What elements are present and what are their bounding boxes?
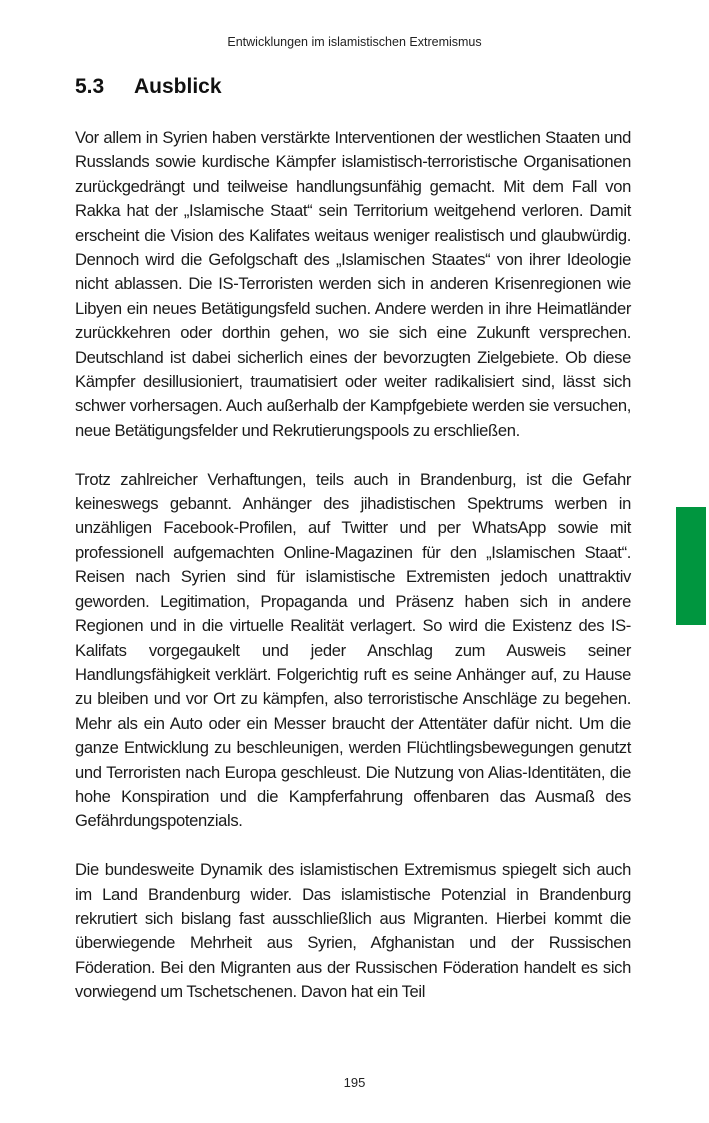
page-number: 195	[343, 1075, 366, 1090]
body-text	[75, 126, 631, 1005]
paragraph: Die bundesweite Dynamik des islamistischen Extremismus spiegelt sich auch im Land Brandenburg wider. Das islamistische Potenzial in Brandenburg rekrutiert sich bislang fast ausschließlich aus Migranten. Hierbei kommt die überwiegende Mehrheit aus Syrien, Afghanistan und der Russischen Föderation. Bei den Migranten aus der Russischen Föderation handelt es sich vorwiegend um Tschetschenen. Davon hat ein Teil	[75, 860, 631, 1002]
section-title: Ausblick	[134, 75, 222, 98]
chapter-tab-marker	[676, 507, 706, 625]
section-heading	[75, 75, 222, 99]
paragraph: Vor allem in Syrien haben verstärkte Interventionen der westlichen Staaten und Russlands sowie kurdische Kämpfer islamistisch-terroristische Organisationen zurückgedrängt und teilweise handlungsunfähig gemacht. Mit dem Fall von Rakka hat der „Islamische Staat“ sein Territorium weitgehend verloren. Damit erscheint die Vision des Kalifates weitaus weniger realistisch und glaubwürdig. Dennoch wird die Gefolgschaft des „Islamischen Staates“ von ihrer Ideologie nicht ablassen. Die IS-Terroristen werden sich in anderen Krisenregionen wie Libyen ein neues Betätigungsfeld suchen. Andere werden in ihre Heimatländer zurückkehren oder dorthin gehen, wo sie sich eine Zukunft versprechen. Deutschland ist dabei sicherlich eines der bevorzugten Zielgebiete. Ob diese Kämpfer desillusioniert, traumatisiert oder weiter radikalisiert sind, lässt sich schwer vorhersagen. Auch außerhalb der Kampfgebiete werden sie versuchen, neue Betätigungsfelder und Rekrutierungspools zu erschließen.	[75, 128, 631, 440]
paragraph: Trotz zahlreicher Verhaftungen, teils auch in Brandenburg, ist die Gefahr keineswegs gebannt. Anhänger des jihadistischen Spektrums werben in unzähligen Facebook-Profilen, auf Twitter und per WhatsApp sowie mit professionell aufgemachten Online-Magazinen für den „Islamischen Staat“. Reisen nach Syrien sind für islamistische Extremisten jedoch unattraktiv geworden. Legitimation, Propaganda und Präsenz haben sich in andere Regionen und in die virtuelle Realität verlagert. So wird die Existenz des IS-Kalifats vorgegaukelt und jeder Anschlag zum Ausweis seiner Handlungsfähigkeit verklärt. Folgerichtig ruft es seine Anhänger auf, zu Hause zu bleiben und vor Ort zu kämpfen, also terroristische Anschläge zu begehen. Mehr als ein Auto oder ein Messer braucht der Attentäter dafür nicht. Um die ganze Entwicklung zu beschleunigen, werden Flüchtlingsbewegungen genutzt und Terroristen nach Europa geschleust. Die Nutzung von Alias-Identitäten, die hohe Konspiration und die Kampferfahrung offenbaren das Ausmaß des Gefährdungspotenzials.	[75, 469, 631, 831]
section-number: 5.3	[75, 75, 105, 98]
running-header: Entwicklungen im islamistischen Extremismus	[227, 35, 482, 49]
